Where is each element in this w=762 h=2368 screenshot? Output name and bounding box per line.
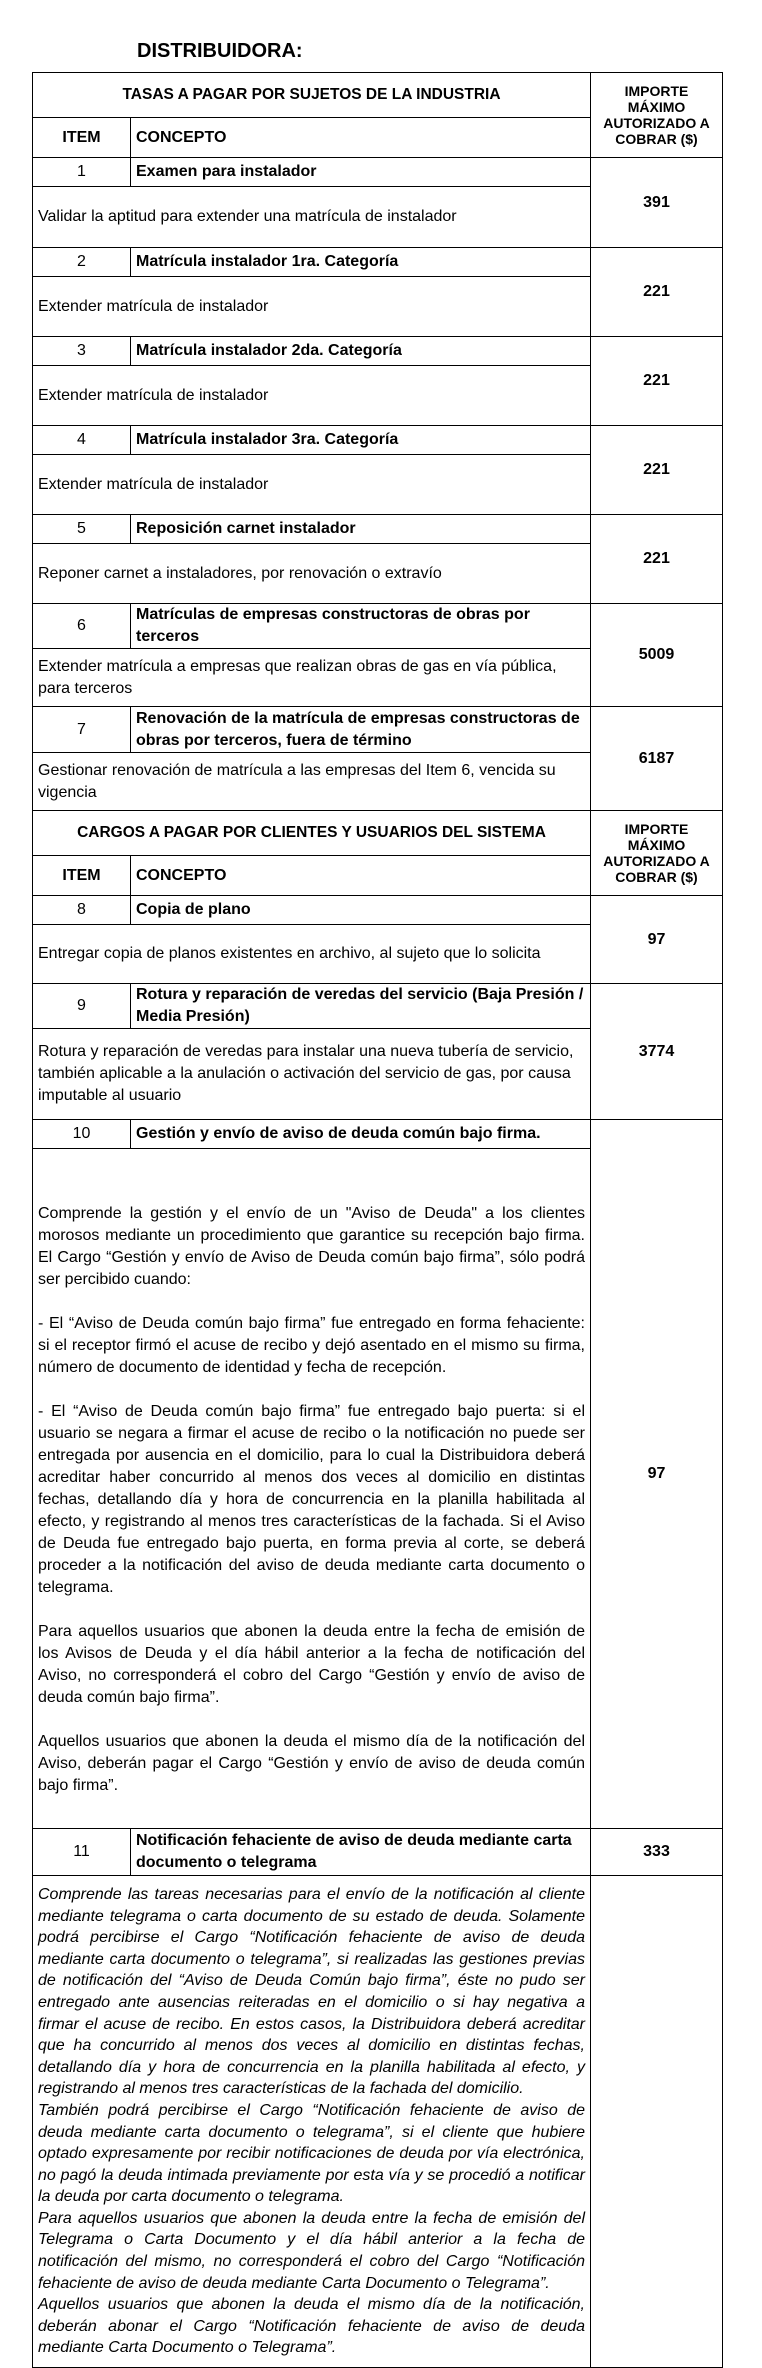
description-paragraph: También podrá percibirse el Cargo “Notificación fehaciente de aviso de deuda mediante carta documento o telegrama”, si el cliente que hubiere optado expresamente por recibir notificaciones de deuda por vía electrónica, no pagó la deuda intimada previamente por esta vía y se procedió a notificar la deuda por carta documento o telegrama. <box>38 2101 585 2206</box>
item-concept: Matrícula instalador 2da. Categoría <box>131 337 591 366</box>
item-number: 10 <box>33 1120 131 1149</box>
item-description: Rotura y reparación de veredas para instalar una nueva tubería de servicio, también aplicable a la anulación o activación del servicio de gas, por causa imputable al usuario <box>33 1029 591 1120</box>
table-row <box>33 158 723 187</box>
item-concept: Notificación fehaciente de aviso de deuda mediante carta documento o telegrama <box>131 1829 591 1876</box>
description-paragraph: Aquellos usuarios que abonen la deuda el mismo día de la notificación del Aviso, deberán pagar el Cargo “Gestión y envío de aviso de deuda común bajo firma”. <box>38 1732 585 1794</box>
item-number: 3 <box>33 337 131 366</box>
item-concept: Copia de plano <box>131 896 591 925</box>
item-description: Extender matrícula a empresas que realizan obras de gas en vía pública, para terceros <box>33 649 591 707</box>
empty-cell <box>591 1876 723 2368</box>
description-paragraph: Comprende la gestión y el envío de un "Aviso de Deuda" a los clientes morosos mediante un procedimiento que garantice su recepción bajo firma. El Cargo “Gestión y envío de Aviso de Deuda común bajo firma”, sólo podrá ser percibido cuando: <box>38 1204 585 1288</box>
table-row <box>33 248 723 277</box>
section-header: TASAS A PAGAR POR SUJETOS DE LA INDUSTRIA <box>33 73 591 118</box>
item-amount: 221 <box>591 426 723 515</box>
item-column-header: ITEM <box>33 856 131 896</box>
item-number: 4 <box>33 426 131 455</box>
item-description: Reponer carnet a instaladores, por renovación o extravío <box>33 544 591 604</box>
item-amount: 333 <box>591 1829 723 1876</box>
item-description: Extender matrícula de instalador <box>33 277 591 337</box>
page-title: DISTRIBUIDORA: <box>137 40 303 62</box>
table-row <box>33 1120 723 1149</box>
item-number: 6 <box>33 604 131 649</box>
item-amount: 221 <box>591 248 723 337</box>
item-number: 9 <box>33 984 131 1029</box>
item-number: 8 <box>33 896 131 925</box>
table-row <box>33 604 723 649</box>
item-description: Extender matrícula de instalador <box>33 455 591 515</box>
item-description <box>33 1876 591 2368</box>
item-concept: Renovación de la matrícula de empresas constructoras de obras por terceros, fuera de término <box>131 707 591 753</box>
table-row <box>33 707 723 753</box>
item-concept: Matrícula instalador 1ra. Categoría <box>131 248 591 277</box>
table-row <box>33 984 723 1029</box>
item-concept: Reposición carnet instalador <box>131 515 591 544</box>
item-amount: 3774 <box>591 984 723 1120</box>
item-description: Validar la aptitud para extender una matrícula de instalador <box>33 187 591 248</box>
item-concept: Rotura y reparación de veredas del servicio (Baja Presión / Media Presión) <box>131 984 591 1029</box>
importe-column-header: IMPORTE MÁXIMO AUTORIZADO A COBRAR ($) <box>591 73 723 158</box>
item-column-header: ITEM <box>33 118 131 158</box>
item-concept: Matrículas de empresas constructoras de obras por terceros <box>131 604 591 649</box>
item-amount: 6187 <box>591 707 723 811</box>
item-description: Entregar copia de planos existentes en archivo, al sujeto que lo solicita <box>33 925 591 984</box>
item-concept: Examen para instalador <box>131 158 591 187</box>
item-concept: Matrícula instalador 3ra. Categoría <box>131 426 591 455</box>
item-number: 5 <box>33 515 131 544</box>
table-row <box>33 337 723 366</box>
item-amount: 221 <box>591 515 723 604</box>
description-paragraph: Para aquellos usuarios que abonen la deuda entre la fecha de emisión del Telegrama o Carta Documento y el día hábil anterior a la fecha de notificación del mismo, no corresponderá el cobro del Cargo “Notificación fehaciente de aviso de deuda mediante Carta Documento o Telegrama”. <box>38 2209 585 2292</box>
item-amount: 5009 <box>591 604 723 707</box>
table-row <box>33 1829 723 1876</box>
item-concept: Gestión y envío de aviso de deuda común bajo firma. <box>131 1120 591 1149</box>
description-paragraph: Comprende las tareas necesarias para el envío de la notificación al cliente mediante telegrama o carta documento de su estado de deuda. Solamente podrá percibirse el Cargo “Notificación fehaciente de aviso de deuda mediante carta documento o telegrama”, si realizadas las gestiones previas de notificación del “Aviso de Deuda Común bajo firma”, éste no pudo ser entregado ante ausencias reiteradas en el domicilio o si hay negativa a firmar el acuse de recibo. En estos casos, la Distribuidora deberá acreditar que ha concurrido al menos dos veces al domicilio en distintas fechas, detallando día y hora de concurrencia en la planilla habilitada al efecto, y registrando al menos tres características de la fachada del domicilio. <box>38 1885 585 2098</box>
importe-column-header: IMPORTE MÁXIMO AUTORIZADO A COBRAR ($) <box>591 811 723 896</box>
description-paragraph: Para aquellos usuarios que abonen la deuda entre la fecha de emisión de los Avisos de Deuda y el día hábil anterior a la fecha de notificación del Aviso, no corresponderá el cobro del Cargo “Gestión y envío de aviso de deuda común bajo firma”. <box>38 1622 585 1706</box>
tariff-table <box>32 72 723 2368</box>
item-amount: 391 <box>591 158 723 248</box>
item-amount: 221 <box>591 337 723 426</box>
table-row <box>33 515 723 544</box>
item-amount: 97 <box>591 1120 723 1829</box>
item-number: 2 <box>33 248 131 277</box>
item-description: Gestionar renovación de matrícula a las empresas del Item 6, vencida su vigencia <box>33 753 591 811</box>
description-paragraph: - El “Aviso de Deuda común bajo firma” fue entregado bajo puerta: si el usuario se negara a firmar el acuse de recibo o la notificación no puede ser entregada por ausencia en el domicilio, para lo cual la Distribuidora deberá acreditar haber concurrido al menos dos veces al domicilio en distintas fechas, detallando día y hora de concurrencia en la planilla habilitada al efecto, y registrando al menos tres características de la fachada. Si el Aviso de Deuda fue entregado bajo puerta, en forma previa al corte, se deberá proceder a la notificación del aviso de deuda mediante carta documento o telegrama. <box>38 1402 585 1596</box>
item-description <box>33 1149 591 1829</box>
description-paragraph: - El “Aviso de Deuda común bajo firma” fue entregado en forma fehaciente: si el receptor firmó el acuse de recibo y dejó asentado en el mismo su firma, número de documento de identidad y fecha de recepción. <box>38 1314 585 1376</box>
item-number: 1 <box>33 158 131 187</box>
concepto-column-header: CONCEPTO <box>131 856 591 896</box>
section-header: CARGOS A PAGAR POR CLIENTES Y USUARIOS DEL SISTEMA <box>33 811 591 856</box>
item-number: 7 <box>33 707 131 753</box>
table-row <box>33 426 723 455</box>
item-amount: 97 <box>591 896 723 984</box>
concepto-column-header: CONCEPTO <box>131 118 591 158</box>
item-description: Extender matrícula de instalador <box>33 366 591 426</box>
table-row <box>33 896 723 925</box>
description-paragraph: Aquellos usuarios que abonen la deuda el mismo día de la notificación, deberán abonar el Cargo “Notificación fehaciente de aviso de deuda mediante Carta Documento o Telegrama”. <box>38 2296 585 2357</box>
item-number: 11 <box>33 1829 131 1876</box>
